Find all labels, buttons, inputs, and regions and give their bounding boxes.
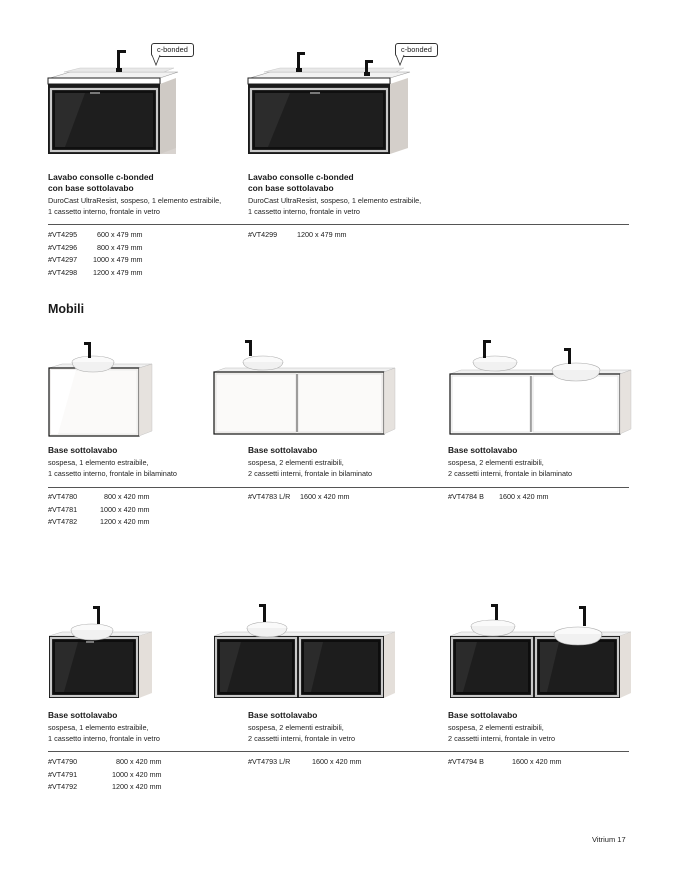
console-vanity-single-illustration	[40, 40, 200, 165]
code-list	[48, 491, 150, 529]
vanity-unit-white-double-illustration	[211, 336, 401, 441]
product-dimension: 1200 x 479 mm	[297, 230, 347, 239]
code-row	[48, 242, 143, 255]
product-dimension: 1000 x 420 mm	[100, 504, 150, 514]
product-dimension: 800 x 479 mm	[97, 242, 143, 252]
product-description: 1 cassetto interno, frontale in bilaminato	[48, 469, 177, 478]
product-code: #VT4781	[48, 504, 78, 514]
product-title: con base sottolavabo	[248, 183, 334, 193]
code-row	[248, 229, 347, 242]
product-description: sospesa, 2 elementi estraibili,	[248, 458, 344, 467]
product-description: sospesa, 2 elementi estraibili,	[448, 458, 544, 467]
product-code: #VT4793 L/R	[248, 757, 291, 766]
product-dimension: 800 x 420 mm	[116, 757, 162, 766]
product-dimension: 1200 x 479 mm	[93, 267, 143, 277]
product-code: #VT4791	[48, 769, 78, 779]
product-title: Base sottolavabo	[48, 445, 118, 455]
console-vanity-double-illustration	[240, 40, 420, 165]
code-row	[48, 491, 150, 504]
product-code: #VT4783 L/R	[248, 492, 291, 501]
product-description: sospesa, 1 elemento estraibile,	[48, 723, 149, 732]
code-row	[48, 504, 150, 517]
product-code: #VT4297	[48, 255, 78, 265]
code-row	[48, 769, 162, 782]
code-list	[248, 229, 347, 242]
product-title: Lavabo consolle c-bonded	[48, 172, 154, 182]
product-description: 2 cassetti interni, frontale in vetro	[248, 734, 356, 743]
code-row	[448, 756, 562, 769]
product-description: 1 cassetto interno, frontale in vetro	[248, 207, 360, 216]
code-list	[248, 491, 350, 504]
product-description: 1 cassetto interno, frontale in vetro	[48, 734, 160, 743]
code-list	[248, 756, 362, 769]
code-row	[48, 516, 150, 529]
product-code: #VT4784 B	[448, 492, 484, 501]
product-dimension: 600 x 479 mm	[97, 230, 143, 239]
product-description: sospesa, 1 elemento estraibile,	[48, 458, 149, 467]
product-code: #VT4296	[48, 242, 78, 252]
product-title: Lavabo consolle c-bonded	[248, 172, 354, 182]
vanity-unit-glass-double-illustration	[211, 600, 401, 705]
divider	[48, 487, 629, 488]
section-heading: Mobili	[48, 302, 85, 316]
code-row	[448, 491, 549, 504]
code-row	[48, 267, 143, 280]
code-list	[448, 756, 562, 769]
product-description: DuroCast UltraResist, sospeso, 1 elemento estraibile,	[48, 196, 222, 205]
product-code: #VT4295	[48, 230, 78, 239]
code-list	[48, 756, 162, 794]
vanity-unit-glass-single-illustration	[46, 600, 156, 705]
vanity-unit-white-double-basin-illustration	[447, 336, 637, 441]
product-code: #VT4792	[48, 782, 78, 792]
c-bonded-callout: c-bonded	[395, 43, 438, 57]
vanity-unit-glass-double-basin-illustration	[447, 600, 637, 705]
product-description: sospesa, 2 elementi estraibili,	[248, 723, 344, 732]
product-dimension: 1000 x 420 mm	[112, 769, 162, 779]
product-code: #VT4794 B	[448, 757, 484, 766]
c-bonded-callout: c-bonded	[151, 43, 194, 57]
product-description: DuroCast UltraResist, sospeso, 1 elemento estraibile,	[248, 196, 422, 205]
product-dimension: 1200 x 420 mm	[100, 517, 150, 527]
code-row	[48, 781, 162, 794]
product-description: 1 cassetto interno, frontale in vetro	[48, 207, 160, 216]
code-row	[48, 756, 162, 769]
code-row	[48, 229, 143, 242]
product-dimension: 800 x 420 mm	[104, 492, 150, 501]
code-row	[248, 756, 362, 769]
product-description: sospesa, 2 elementi estraibili,	[448, 723, 544, 732]
product-dimension: 1600 x 420 mm	[499, 492, 549, 501]
product-description: 2 cassetti interni, frontale in bilaminato	[248, 469, 373, 478]
callout-pointer-icon	[394, 55, 408, 69]
page-footer: Vitrium 17	[592, 835, 626, 844]
code-list	[448, 491, 549, 504]
callout-pointer-icon	[150, 55, 164, 69]
vanity-unit-white-single-illustration	[46, 336, 156, 441]
product-title: con base sottolavabo	[48, 183, 134, 193]
product-description: 2 cassetti interni, frontale in bilaminato	[448, 469, 573, 478]
product-title: Base sottolavabo	[448, 710, 518, 720]
product-dimension: 1600 x 420 mm	[312, 757, 362, 766]
divider	[48, 224, 629, 225]
code-list	[48, 229, 143, 279]
product-dimension: 1200 x 420 mm	[112, 782, 162, 792]
product-title: Base sottolavabo	[48, 710, 118, 720]
product-dimension: 1000 x 479 mm	[93, 255, 143, 265]
product-code: #VT4790	[48, 757, 78, 766]
product-title: Base sottolavabo	[248, 710, 318, 720]
product-title: Base sottolavabo	[448, 445, 518, 455]
product-code: #VT4299	[248, 230, 278, 239]
product-dimension: 1600 x 420 mm	[300, 492, 350, 501]
product-code: #VT4782	[48, 517, 78, 527]
product-description: 2 cassetti interni, frontale in vetro	[448, 734, 556, 743]
code-row	[48, 254, 143, 267]
product-dimension: 1600 x 420 mm	[512, 757, 562, 766]
product-title: Base sottolavabo	[248, 445, 318, 455]
divider	[48, 751, 629, 752]
code-row	[248, 491, 350, 504]
product-code: #VT4298	[48, 267, 78, 277]
product-code: #VT4780	[48, 492, 78, 501]
